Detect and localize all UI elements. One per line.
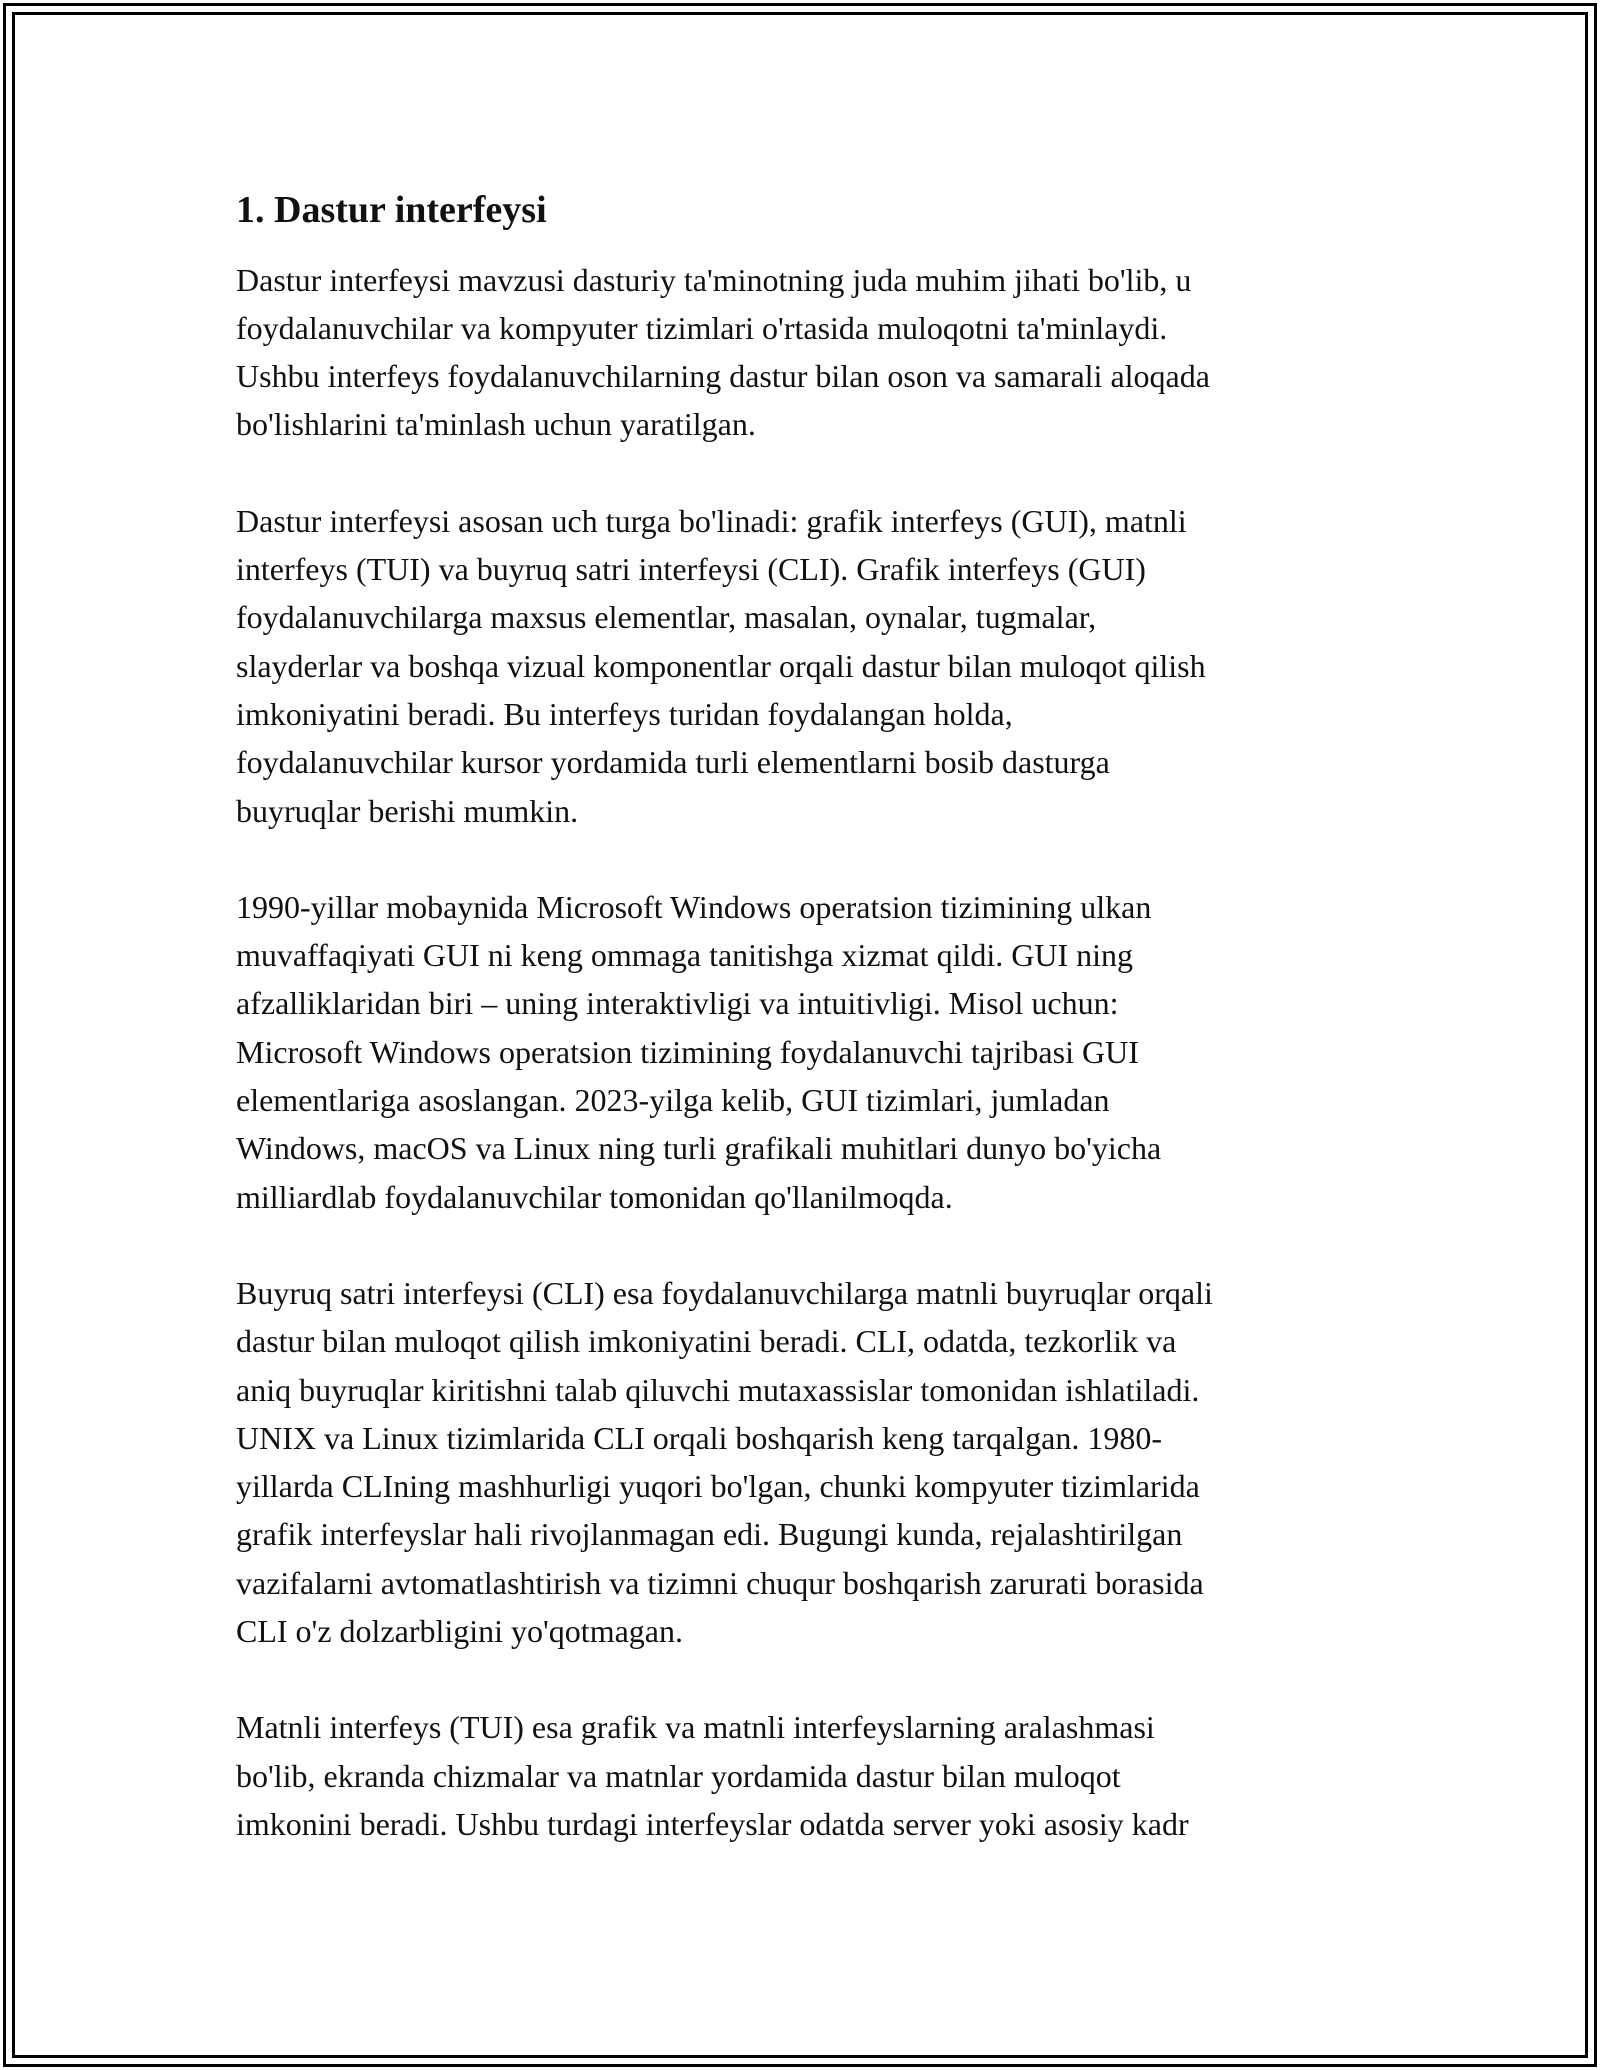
paragraph-line: 1990-yillar mobaynida Microsoft Windows operatsion tizimining ulkan (236, 888, 1152, 925)
paragraph (236, 497, 1376, 835)
paragraph-line: Microsoft Windows operatsion tizimining foydalanuvchi tajribasi GUI (236, 1033, 1139, 1070)
paragraph-line: interfeys (TUI) va buyruq satri interfeysi (CLI). Grafik interfeys (GUI) (236, 551, 1146, 588)
paragraph-line: foydalanuvchilarga maxsus elementlar, masalan, oynalar, tugmalar, (236, 599, 1097, 636)
paragraph-line: milliardlab foydalanuvchilar tomonidan qo'llanilmoqda. (236, 1178, 953, 1215)
paragraph (236, 256, 1376, 449)
paragraph-line: foydalanuvchilar kursor yordamida turli elementlarni bosib dasturga (236, 744, 1110, 781)
paragraph-list (236, 256, 1376, 1849)
paragraph-line: grafik interfeyslar hali rivojlanmagan edi. Bugungi kunda, rejalashtirilgan (236, 1516, 1183, 1553)
paragraph-line: Ushbu interfeys foydalanuvchilarning dastur bilan oson va samarali aloqada (236, 358, 1210, 395)
paragraph-line: imkonini beradi. Ushbu turdagi interfeyslar odatda server yoki asosiy kadr (236, 1805, 1189, 1842)
paragraph (236, 883, 1376, 1221)
paragraph (236, 1703, 1376, 1848)
paragraph-line: bo'lishlarini ta'minlash uchun yaratilgan. (236, 406, 756, 443)
paragraph-line: aniq buyruqlar kiritishni talab qiluvchi mutaxassislar tomonidan ishlatiladi. (236, 1371, 1200, 1408)
paragraph-line: yillarda CLIning mashhurligi yuqori bo'lgan, chunki kompyuter tizimlarida (236, 1468, 1200, 1505)
paragraph-line: afzalliklaridan biri – uning interaktivligi va intuitivligi. Misol uchun: (236, 985, 1119, 1022)
paragraph-line: buyruqlar berishi mumkin. (236, 792, 579, 829)
paragraph-line: dastur bilan muloqot qilish imkoniyatini beradi. CLI, odatda, tezkorlik va (236, 1323, 1177, 1360)
paragraph-line: imkoniyatini beradi. Bu interfeys turidan foydalangan holda, (236, 695, 1013, 732)
paragraph-line: elementlariga asoslangan. 2023-yilga kelib, GUI tizimlari, jumladan (236, 1082, 1110, 1119)
paragraph-line: UNIX va Linux tizimlarida CLI orqali boshqarish keng tarqalgan. 1980- (236, 1419, 1162, 1456)
paragraph-line: muvaffaqiyati GUI ni keng ommaga tanitishga xizmat qildi. GUI ning (236, 937, 1133, 974)
paragraph-line: slayderlar va boshqa vizual komponentlar orqali dastur bilan muloqot qilish (236, 647, 1206, 684)
paragraph (236, 1269, 1376, 1655)
paragraph-line: vazifalarni avtomatlashtirish va tizimni chuqur boshqarish zarurati borasida (236, 1564, 1204, 1601)
paragraph-line: Matnli interfeys (TUI) esa grafik va matnli interfeyslarning aralashmasi (236, 1709, 1155, 1746)
paragraph-line: Buyruq satri interfeysi (CLI) esa foydalanuvchilarga matnli buyruqlar orqali (236, 1274, 1213, 1311)
paragraph-line: foydalanuvchilar va kompyuter tizimlari o'rtasida muloqotni ta'minlaydi. (236, 309, 1168, 346)
paragraph-line: Dastur interfeysi asosan uch turga bo'linadi: grafik interfeys (GUI), matnli (236, 502, 1187, 539)
section-heading: 1. Dastur interfeysi (236, 189, 547, 231)
paragraph-line: CLI o'z dolzarbligini yo'qotmagan. (236, 1613, 683, 1650)
paragraph-line: Windows, macOS va Linux ning turli grafikali muhitlari dunyo bo'yicha (236, 1130, 1162, 1167)
paragraph-line: bo'lib, ekranda chizmalar va matnlar yordamida dastur bilan muloqot (236, 1757, 1121, 1794)
paragraph-line: Dastur interfeysi mavzusi dasturiy ta'minotning juda muhim jihati bo'lib, u (236, 261, 1192, 298)
document-body (236, 180, 1376, 1896)
